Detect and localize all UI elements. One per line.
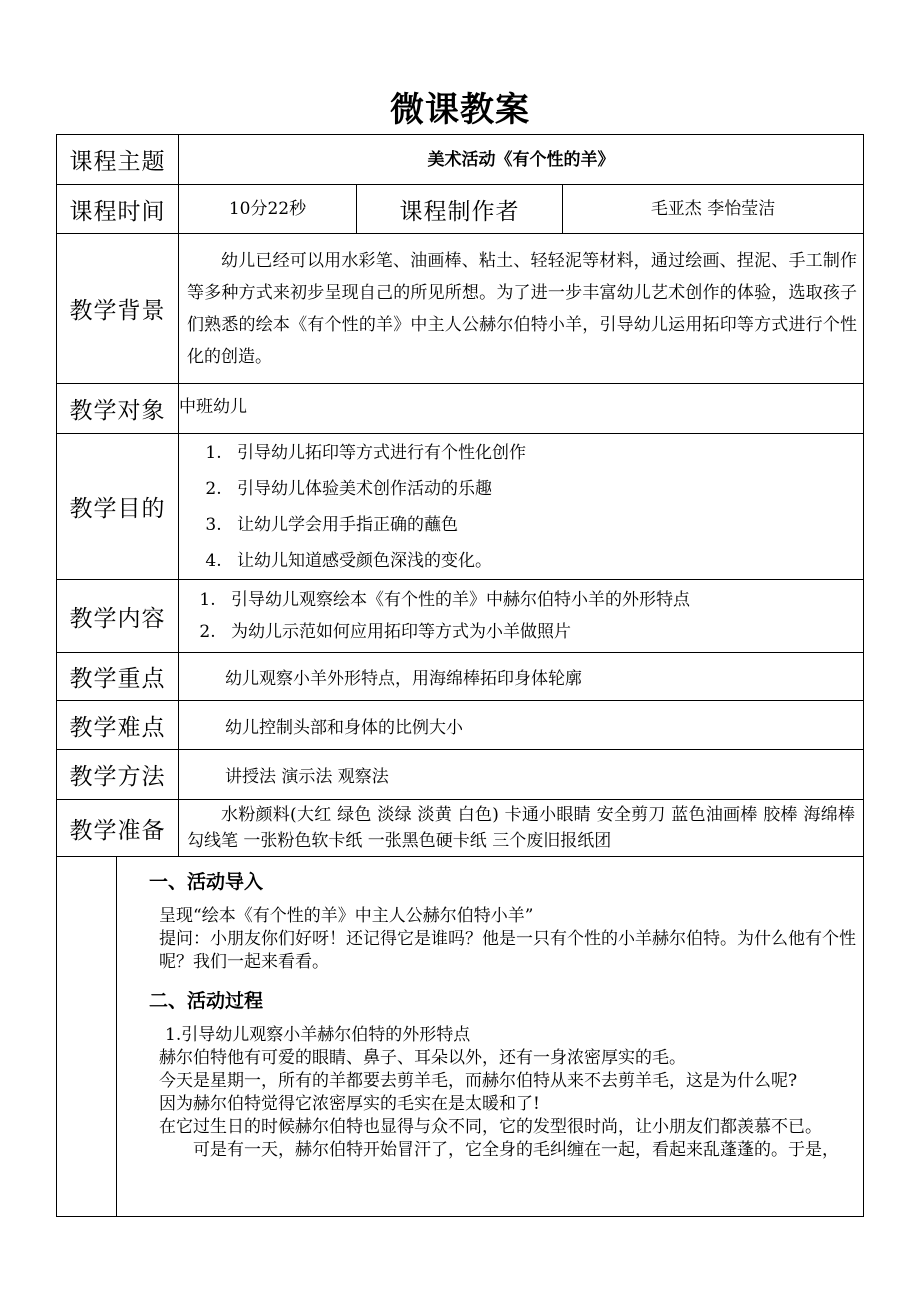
process-paragraph: 可是有一天，赫尔伯特开始冒汗了，它全身的毛纠缠在一起，看起来乱蓬蓬的。于是， bbox=[193, 1140, 839, 1160]
prep-text: 水粉颜料(大红 绿色 淡绿 淡黄 白色) 卡通小眼睛 安全剪刀 蓝色油画棒 胶棒 海绵棒 勾线笔 一张粉色软卡纸 一张黑色硬卡纸 三个废旧报纸团 bbox=[187, 805, 856, 851]
row-method bbox=[57, 750, 864, 800]
row-difficulty bbox=[57, 701, 864, 750]
list-item: 2. 为幼儿示范如何应用拓印等方式为小羊做照片 bbox=[221, 616, 863, 648]
prep-label: 教学准备 bbox=[57, 800, 179, 857]
list-item: 4. 让幼儿知道感受颜色深浅的变化。 bbox=[227, 543, 863, 579]
process-paragraph: 赫尔伯特他有可爱的眼睛、鼻子、耳朵以外，还有一身浓密厚实的毛。 bbox=[159, 1048, 686, 1068]
lesson-plan-table bbox=[56, 134, 864, 1217]
process-paragraph: 今天是星期一，所有的羊都要去剪羊毛，而赫尔伯特从来不去剪羊毛，这是为什么呢? bbox=[159, 1071, 798, 1091]
topic-value: 美术活动《有个性的羊》 bbox=[179, 135, 864, 185]
section-heading-process: 二、活动过程 bbox=[149, 990, 264, 1012]
row-prep bbox=[57, 800, 864, 857]
intro-question: 提问：小朋友你们好呀！还记得它是谁吗？他是一只有个性的小羊赫尔伯特。为什么他有个性呢？我们一起来看看。 bbox=[159, 929, 856, 972]
process-cell bbox=[117, 857, 864, 1217]
process-body bbox=[117, 857, 863, 1162]
process-paragraph: 在它过生日的时候赫尔伯特也显得与众不同，它的发型很时尚，让小朋友们都羡慕不已。 bbox=[159, 1117, 822, 1137]
goals-list bbox=[179, 435, 863, 579]
section-heading-intro: 一、活动导入 bbox=[149, 871, 264, 893]
row-time bbox=[57, 185, 864, 234]
list-item: 2. 引导幼儿体验美术创作活动的乐趣 bbox=[227, 471, 863, 507]
goals-cell bbox=[179, 434, 864, 580]
goals-label: 教学目的 bbox=[57, 434, 179, 580]
row-goals bbox=[57, 434, 864, 580]
list-item: 1. 引导幼儿观察绘本《有个性的羊》中赫尔伯特小羊的外形特点 bbox=[221, 584, 863, 616]
row-process bbox=[57, 857, 864, 1217]
process-side-cell bbox=[57, 857, 117, 1217]
content-label: 教学内容 bbox=[57, 580, 179, 653]
author-value: 毛亚杰 李怡莹洁 bbox=[563, 185, 864, 234]
background-cell bbox=[179, 234, 864, 384]
process-paragraph: 因为赫尔伯特觉得它浓密厚实的毛实在是太暖和了! bbox=[159, 1094, 540, 1114]
row-topic bbox=[57, 135, 864, 185]
background-label: 教学背景 bbox=[57, 234, 179, 384]
row-target bbox=[57, 384, 864, 434]
time-value: 10分22秒 bbox=[179, 185, 357, 234]
difficulty-label: 教学难点 bbox=[57, 701, 179, 750]
content-cell bbox=[179, 580, 864, 653]
content-list bbox=[179, 584, 863, 648]
intro-paragraph: 呈现“绘本《有个性的羊》中主人公赫尔伯特小羊” bbox=[159, 906, 534, 926]
list-item: 3. 让幼儿学会用手指正确的蘸色 bbox=[227, 507, 863, 543]
key-point-label: 教学重点 bbox=[57, 653, 179, 701]
row-content bbox=[57, 580, 864, 653]
process-step-1: 1.引导幼儿观察小羊赫尔伯特的外形特点 bbox=[165, 1025, 471, 1045]
row-background bbox=[57, 234, 864, 384]
background-text: 幼儿已经可以用水彩笔、油画棒、粘土、轻轻泥等材料，通过绘画、捏泥、手工制作等多种方式来初步呈现自己的所见所想。为了进一步丰富幼儿艺术创作的体验，选取孩子们熟悉的绘本《有个性的羊》中主人公赫尔伯特小羊，引导幼儿运用拓印等方式进行个性化的创造。 bbox=[187, 250, 858, 367]
key-point-value: 幼儿观察小羊外形特点，用海绵棒拓印身体轮廓 bbox=[179, 653, 864, 701]
topic-label: 课程主题 bbox=[57, 135, 179, 185]
author-label: 课程制作者 bbox=[357, 185, 563, 234]
difficulty-value: 幼儿控制头部和身体的比例大小 bbox=[179, 701, 864, 750]
row-key-point bbox=[57, 653, 864, 701]
method-value: 讲授法 演示法 观察法 bbox=[179, 750, 864, 800]
target-label: 教学对象 bbox=[57, 384, 179, 434]
target-value: 中班幼儿 bbox=[179, 384, 864, 434]
method-label: 教学方法 bbox=[57, 750, 179, 800]
time-label: 课程时间 bbox=[57, 185, 179, 234]
list-item: 1. 引导幼儿拓印等方式进行有个性化创作 bbox=[227, 435, 863, 471]
prep-cell bbox=[179, 800, 864, 857]
page-title: 微课教案 bbox=[390, 90, 530, 130]
